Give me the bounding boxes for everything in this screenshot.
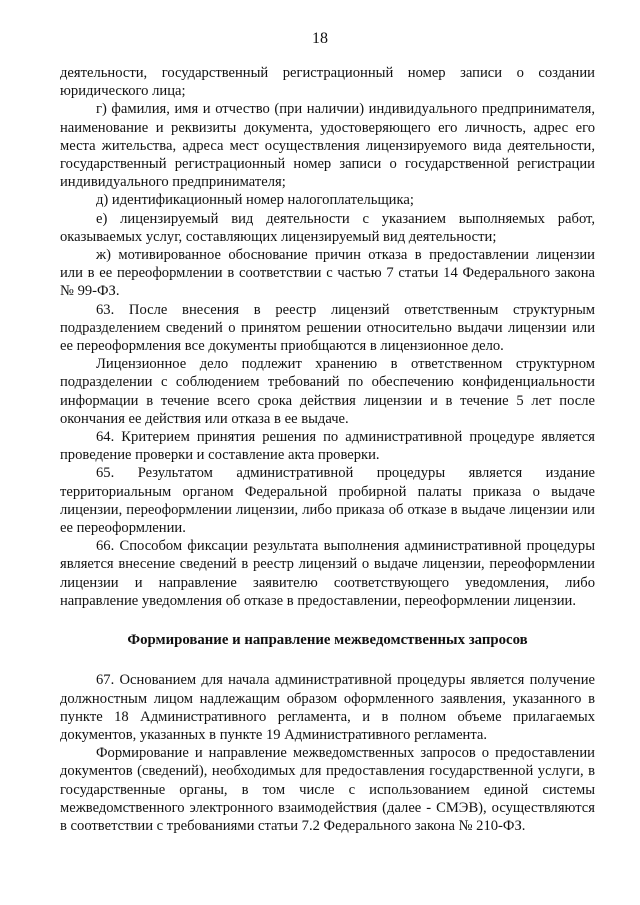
paragraph: 64. Критерием принятия решения по административной процедуре является проведение проверки и составление акта проверки. <box>60 429 595 464</box>
paragraph: 67. Основанием для начала административной процедуры является получение должностным лицом надлежащим образом оформленного заявления, указанного в пункте 18 Административного регламента, и в полном объеме прилагаемых документов, указанных в пункте 19 Административного регламента. <box>60 672 595 743</box>
paragraph: г) фамилия, имя и отчество (при наличии) индивидуального предпринимателя, наименование и реквизиты документа, удостоверяющего его личность, адрес его места жительства, адреса мест осуществления лицензируемого вида деятельности, государственный регистрационный номер записи о государственной регистрации индивидуального предпринимателя; <box>60 101 595 191</box>
paragraph: е) лицензируемый вид деятельности с указанием выполняемых работ, оказываемых услуг, составляющих лицензируемый вид деятельности; <box>60 210 595 245</box>
paragraphs-after-heading <box>60 671 595 835</box>
paragraph: ж) мотивированное обоснование причин отказа в предоставлении лицензии или в ее переоформлении в соответствии с частью 7 статьи 14 Федерального закона № 99-ФЗ. <box>60 247 595 300</box>
paragraph: д) идентификационный номер налогоплательщика; <box>96 192 414 209</box>
section-heading: Формирование и направление межведомственных запросов <box>127 632 528 649</box>
paragraph: 65. Результатом административной процедуры является издание территориальным органом Федеральной пробирной палаты приказа о выдаче лицензии, переоформлении лицензии, либо приказа об отказе в выдаче лицензии или ее переоформлении. <box>60 465 595 537</box>
paragraph: Лицензионное дело подлежит хранению в ответственном структурном подразделении с соблюдением требований по обеспечению конфиденциальности информации в течение всего срока действия лицензии и в течение 5 лет после окончания ее действия или отказа в ее выдаче. <box>60 356 595 427</box>
page-number: 18 <box>312 30 328 47</box>
document-body <box>60 64 595 835</box>
paragraph: 63. После внесения в реестр лицензий ответственным структурным подразделением сведений о принятом решении относительно выдачи лицензии или ее переоформления все документы приобщаются в лицензионное дело. <box>60 301 595 355</box>
paragraph: деятельности, государственный регистрационный номер записи о создании юридического лица; <box>60 65 595 100</box>
paragraph: Формирование и направление межведомственных запросов о предоставлении документов (сведений), необходимых для предоставления государственной услуги, в государственные органы, в том числе с использованием единой системы межведомственного электронного взаимодействия (далее - СМЭВ), осуществляются в соответствии с требованиями статьи 7.2 Федерального закона № 210-ФЗ. <box>60 745 595 834</box>
paragraph: 66. Способом фиксации результата выполнения административной процедуры является внесение сведений в реестр лицензий о выдаче лицензии, переоформлении лицензии и направление заявителю соответствующего уведомления, либо направление уведомления об отказе в предоставлении, переоформлении лицензии. <box>60 538 595 609</box>
paragraphs-before-heading <box>60 64 595 610</box>
